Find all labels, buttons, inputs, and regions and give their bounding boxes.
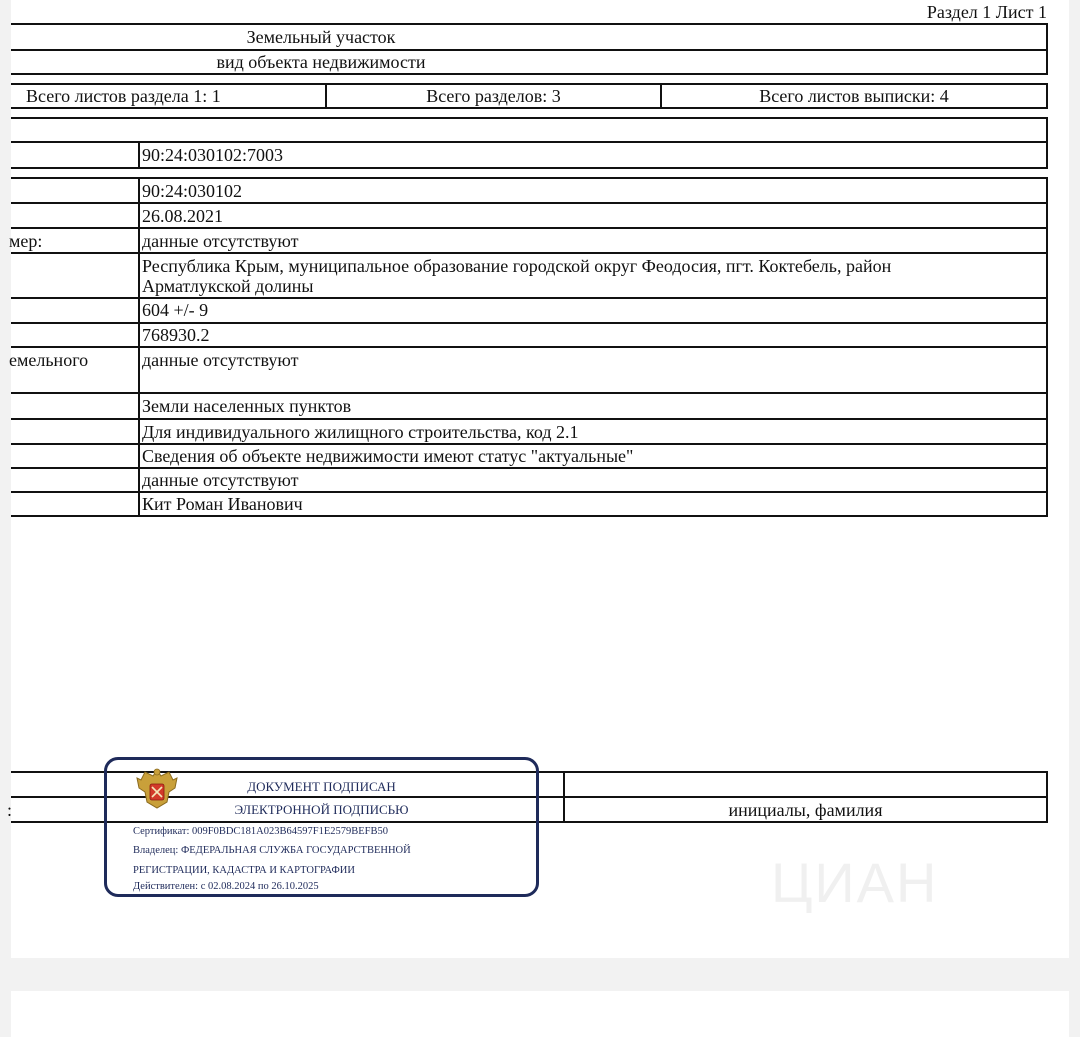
rule (11, 177, 1048, 179)
rule (11, 107, 1048, 109)
stamp-certificate: Сертификат: 009F0BDC181A023B64597F1E2579BEFB50 (133, 826, 389, 837)
land-parcel-info: данные отсутствуют (142, 350, 299, 370)
rule (1046, 83, 1048, 109)
rule (11, 392, 1048, 394)
total-section-sheets: Всего листов раздела 1: 1 (26, 86, 221, 106)
total-extract-sheets: Всего листов выписки: 4 (759, 86, 949, 106)
previous-number: данные отсутствуют (142, 231, 299, 251)
stamp-line-1: ДОКУМЕНТ ПОДПИСАН (247, 779, 396, 794)
cadastral-value: 768930.2 (142, 325, 210, 345)
special-notes: данные отсутствуют (142, 470, 299, 490)
cadastral-number: 90:24:030102:7003 (142, 145, 284, 165)
rule (138, 141, 140, 169)
rule (11, 167, 1048, 169)
e-signature-stamp (104, 757, 539, 897)
sheet-label: Раздел 1 Лист 1 (926, 2, 1047, 22)
rule (11, 346, 1048, 348)
rule (11, 227, 1048, 229)
rule (11, 515, 1048, 517)
total-sections: Всего разделов: 3 (426, 86, 561, 106)
rule (11, 73, 1048, 75)
cadastral-quarter: 90:24:030102 (142, 181, 243, 201)
row-label: емельного (9, 350, 89, 370)
rule (11, 141, 1048, 143)
object-status: Сведения об объекте недвижимости имеют статус "актуальные" (142, 446, 634, 466)
registrar-name: Кит Роман Иванович (142, 494, 303, 514)
area: 604 +/- 9 (142, 300, 209, 320)
next-page (11, 991, 1069, 1037)
rule (11, 418, 1048, 420)
stamp-owner-1: Владелец: ФЕДЕРАЛЬНАЯ СЛУЖБА ГОСУДАРСТВЕННОЙ (133, 845, 411, 856)
object-type-caption: вид объекта недвижимости (216, 52, 426, 72)
initials-caption: инициалы, фамилия (728, 800, 883, 820)
stamp-owner-2: РЕГИСТРАЦИИ, КАДАСТРА И КАРТОГРАФИИ (133, 865, 355, 876)
object-type: Земельный участок (246, 27, 396, 47)
permitted-use: Для индивидуального жилищного строительства, код 2.1 (142, 422, 579, 442)
rule (1046, 771, 1048, 823)
land-category: Земли населенных пунктов (142, 396, 352, 416)
stamp-valid: Действителен: с 02.08.2024 по 26.10.2025 (133, 881, 319, 892)
rule (11, 202, 1048, 204)
rule (11, 117, 1048, 119)
watermark: ЦИАН (771, 851, 939, 914)
assignment-date: 26.08.2021 (142, 206, 223, 226)
row-label: мер: (9, 231, 43, 251)
rule (11, 23, 1048, 25)
rule (1046, 117, 1048, 143)
rule (1046, 141, 1048, 169)
rule (11, 252, 1048, 254)
address-line-1: Республика Крым, муниципальное образование городской округ Феодосия, пгт. Коктебель, район (142, 256, 892, 276)
footer-left-mark: : (7, 800, 13, 820)
rule (1046, 23, 1048, 75)
address-line-2: Арматлукской долины (142, 276, 314, 296)
stamp-line-2: ЭЛЕКТРОННОЙ ПОДПИСЬЮ (234, 802, 409, 817)
